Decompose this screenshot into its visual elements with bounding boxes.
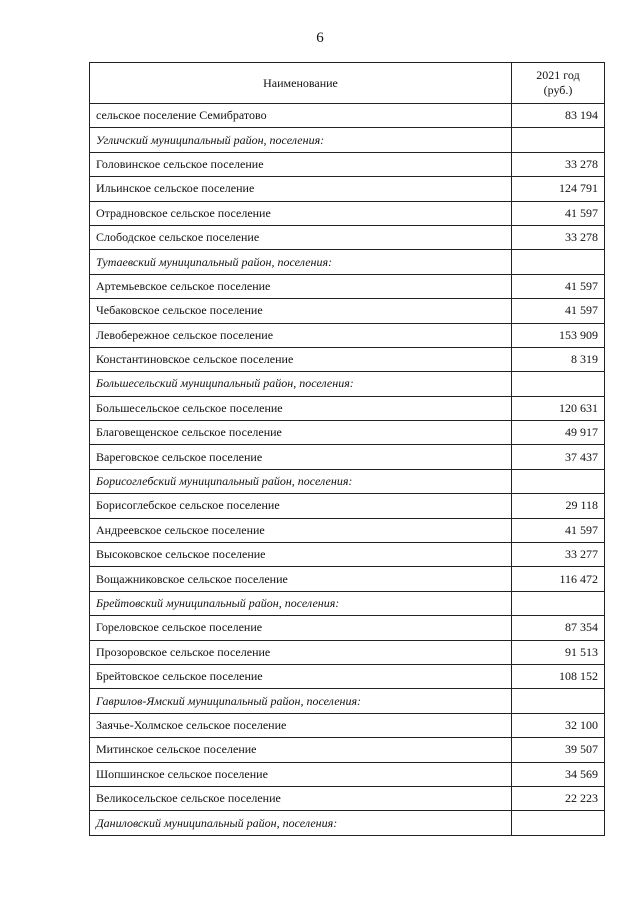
settlement-name-cell: Заячье-Холмское сельское поселение — [90, 713, 512, 737]
budget-table — [89, 62, 605, 836]
amount-cell: 39 507 — [512, 738, 605, 762]
district-name-cell: Гаврилов-Ямский муниципальный район, поселения: — [90, 689, 512, 713]
amount-cell: 41 597 — [512, 299, 605, 323]
table-row — [90, 421, 605, 445]
amount-cell — [512, 591, 605, 615]
table-row — [90, 347, 605, 371]
settlement-name-cell: Борисоглебское сельское поселение — [90, 494, 512, 518]
settlement-name-cell: Отрадновское сельское поселение — [90, 201, 512, 225]
amount-cell: 33 278 — [512, 225, 605, 249]
table-row — [90, 494, 605, 518]
amount-cell: 37 437 — [512, 445, 605, 469]
amount-cell: 41 597 — [512, 518, 605, 542]
table-row — [90, 396, 605, 420]
district-name-cell: Борисоглебский муниципальный район, поселения: — [90, 469, 512, 493]
table-row — [90, 152, 605, 176]
settlement-name-cell: Артемьевское сельское поселение — [90, 274, 512, 298]
settlement-name-cell: Чебаковское сельское поселение — [90, 299, 512, 323]
settlement-name-cell: Вареговское сельское поселение — [90, 445, 512, 469]
settlement-name-cell: Шопшинское сельское поселение — [90, 762, 512, 786]
table-row — [90, 445, 605, 469]
settlement-name-cell: Гореловское сельское поселение — [90, 616, 512, 640]
table-row — [90, 786, 605, 810]
table-row — [90, 104, 605, 128]
amount-cell: 49 917 — [512, 421, 605, 445]
district-name-cell: Даниловский муниципальный район, поселения: — [90, 811, 512, 835]
amount-cell: 34 569 — [512, 762, 605, 786]
table-row — [90, 640, 605, 664]
amount-cell — [512, 372, 605, 396]
table-row — [90, 616, 605, 640]
district-name-cell: Брейтовский муниципальный район, поселения: — [90, 591, 512, 615]
amount-cell — [512, 469, 605, 493]
district-header-row — [90, 372, 605, 396]
amount-cell: 33 277 — [512, 543, 605, 567]
header-amount — [512, 63, 605, 104]
amount-cell: 41 597 — [512, 274, 605, 298]
settlement-name-cell: Митинское сельское поселение — [90, 738, 512, 762]
district-header-row — [90, 591, 605, 615]
settlement-name-cell: Высоковское сельское поселение — [90, 543, 512, 567]
district-header-row — [90, 250, 605, 274]
amount-cell: 108 152 — [512, 664, 605, 688]
settlement-name-cell: сельское поселение Семибратово — [90, 104, 512, 128]
table-row — [90, 664, 605, 688]
table-row — [90, 201, 605, 225]
settlement-name-cell: Брейтовское сельское поселение — [90, 664, 512, 688]
header-row — [90, 63, 605, 104]
table-row — [90, 323, 605, 347]
amount-cell: 87 354 — [512, 616, 605, 640]
district-header-row — [90, 689, 605, 713]
amount-cell — [512, 689, 605, 713]
amount-cell — [512, 811, 605, 835]
amount-cell: 124 791 — [512, 177, 605, 201]
header-amount-unit: (руб.) — [543, 83, 573, 97]
page-number: 6 — [316, 30, 324, 46]
amount-cell: 153 909 — [512, 323, 605, 347]
district-header-row — [90, 128, 605, 152]
table-body — [90, 104, 605, 836]
district-name-cell: Тутаевский муниципальный район, поселения: — [90, 250, 512, 274]
settlement-name-cell: Благовещенское сельское поселение — [90, 421, 512, 445]
amount-cell: 83 194 — [512, 104, 605, 128]
district-header-row — [90, 811, 605, 835]
table-row — [90, 762, 605, 786]
table-row — [90, 567, 605, 591]
header-name: Наименование — [90, 63, 512, 104]
amount-cell: 41 597 — [512, 201, 605, 225]
settlement-name-cell: Великосельское сельское поселение — [90, 786, 512, 810]
amount-cell: 116 472 — [512, 567, 605, 591]
district-header-row — [90, 469, 605, 493]
settlement-name-cell: Прозоровское сельское поселение — [90, 640, 512, 664]
table-row — [90, 738, 605, 762]
settlement-name-cell: Андреевское сельское поселение — [90, 518, 512, 542]
header-amount-year: 2021 год — [536, 68, 580, 82]
settlement-name-cell: Ильинское сельское поселение — [90, 177, 512, 201]
settlement-name-cell: Слободское сельское поселение — [90, 225, 512, 249]
table-row — [90, 713, 605, 737]
settlement-name-cell: Головинское сельское поселение — [90, 152, 512, 176]
amount-cell: 120 631 — [512, 396, 605, 420]
settlement-name-cell: Вощажниковское сельское поселение — [90, 567, 512, 591]
district-name-cell: Угличский муниципальный район, поселения: — [90, 128, 512, 152]
amount-cell: 22 223 — [512, 786, 605, 810]
settlement-name-cell: Константиновское сельское поселение — [90, 347, 512, 371]
table-header — [90, 63, 605, 104]
amount-cell: 32 100 — [512, 713, 605, 737]
district-name-cell: Большесельский муниципальный район, поселения: — [90, 372, 512, 396]
amount-cell: 29 118 — [512, 494, 605, 518]
table-row — [90, 274, 605, 298]
amount-cell — [512, 250, 605, 274]
amount-cell: 8 319 — [512, 347, 605, 371]
table-row — [90, 518, 605, 542]
table-row — [90, 299, 605, 323]
settlement-name-cell: Большесельское сельское поселение — [90, 396, 512, 420]
amount-cell — [512, 128, 605, 152]
amount-cell: 91 513 — [512, 640, 605, 664]
table-row — [90, 177, 605, 201]
settlement-name-cell: Левобережное сельское поселение — [90, 323, 512, 347]
table-row — [90, 543, 605, 567]
table-row — [90, 225, 605, 249]
amount-cell: 33 278 — [512, 152, 605, 176]
